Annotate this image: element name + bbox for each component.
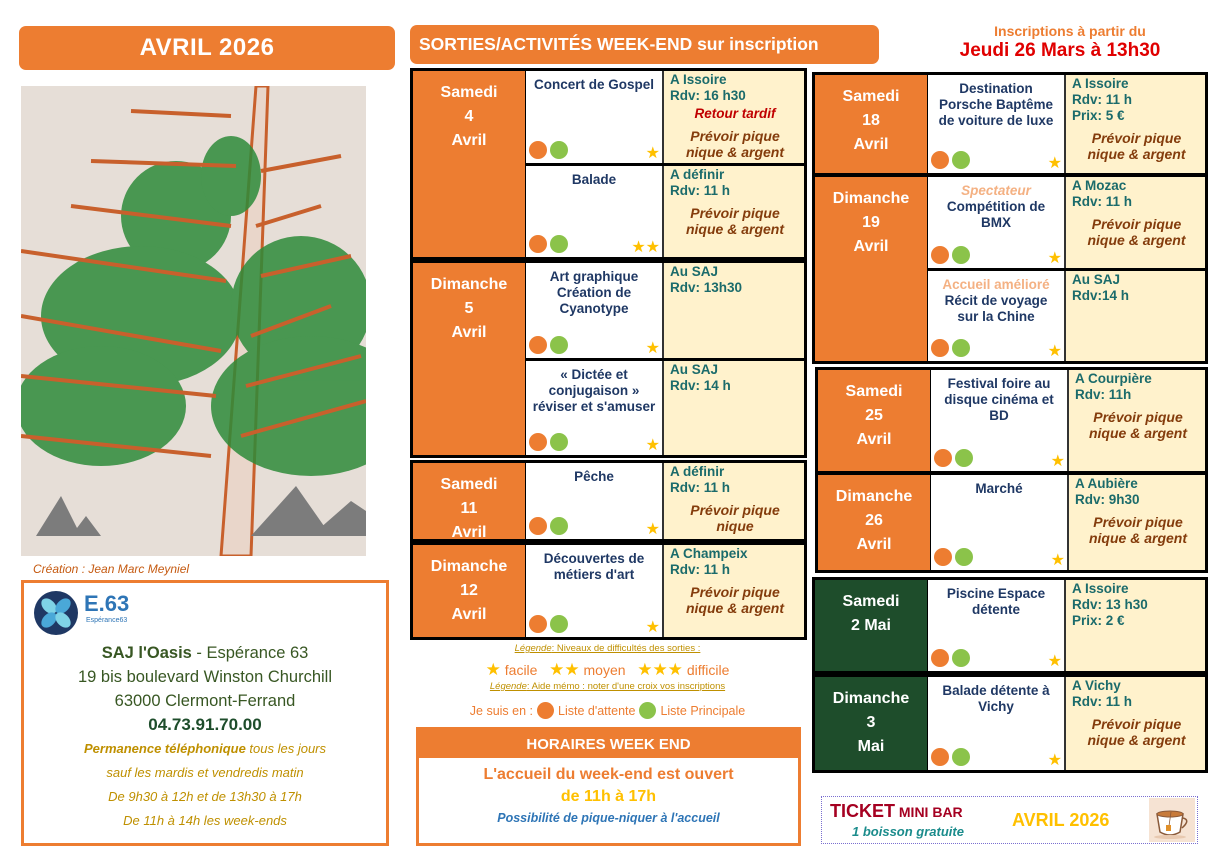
orange-dot-icon — [537, 702, 554, 719]
activity-cell — [928, 677, 1066, 770]
day-block — [410, 460, 807, 542]
activity-row — [526, 263, 804, 358]
activity-place: A Courpière — [1075, 371, 1152, 386]
activity-rdv: Rdv: 13 h30 — [1072, 597, 1148, 612]
logo-flower-icon — [34, 591, 78, 635]
legend-label: Légende — [514, 643, 552, 654]
activity-title: Récit de voyage sur la Chine — [944, 292, 1048, 324]
difficulty-stars-icon: ★ — [1047, 653, 1062, 670]
activity-title: Concert de Gospel — [533, 77, 655, 92]
legend-hard: difficile — [686, 662, 730, 678]
activity-title: Marché — [975, 481, 1023, 496]
activity-cell — [526, 545, 664, 637]
difficulty-stars-icon: ★ — [645, 619, 660, 636]
difficulty-stars-icon: ★ — [1050, 453, 1065, 470]
legend-memo — [410, 681, 805, 692]
two-stars-icon: ★★ — [549, 660, 580, 679]
section-title-banner: SORTIES/ACTIVITÉS WEEK-END sur inscription — [410, 25, 879, 64]
day-block — [812, 577, 1208, 674]
activity-note: Prévoir pique nique & argent — [1087, 716, 1186, 748]
activity-rdv: Rdv: 11 h — [670, 480, 731, 495]
activity-row — [526, 163, 804, 258]
main-list-dot-icon[interactable] — [952, 748, 970, 766]
day-day: Samedi — [440, 476, 498, 493]
activity-price: Prix: 2 € — [1072, 613, 1125, 628]
difficulty-stars-icon: ★★ — [631, 239, 660, 256]
org-name-rest: - Espérance 63 — [191, 644, 309, 662]
activity-rdv: Rdv:14 h — [1072, 287, 1130, 303]
activity-rdv: Rdv: 11 h — [1072, 92, 1133, 107]
activity-cell — [526, 71, 664, 163]
main-list-dot-icon[interactable] — [952, 151, 970, 169]
activity-title: « Dictée et conjugaison » réviser et s'amuser — [532, 366, 656, 414]
day-label — [815, 677, 928, 770]
legend-difficulty-levels — [410, 660, 805, 680]
main-list-dot-icon[interactable] — [955, 548, 973, 566]
signup-checkboxes — [931, 246, 970, 264]
waiting-list-dot-icon[interactable] — [529, 433, 547, 451]
activity-place: Au SAJ — [670, 361, 719, 377]
day-day: Dimanche — [430, 558, 508, 575]
main-list-dot-icon[interactable] — [550, 235, 568, 253]
activity-place: A Issoire — [1072, 76, 1129, 91]
activity-info — [664, 263, 804, 358]
phone-hours-bold: Permanence téléphonique — [83, 741, 246, 756]
activity-row — [526, 358, 804, 456]
weekend-hours-line-3: Possibilité de pique-niquer à l'accueil — [497, 811, 720, 825]
day-block — [812, 174, 1208, 364]
day-month: Mai — [857, 738, 885, 755]
main-list-dot-icon[interactable] — [952, 246, 970, 264]
weekend-hours-line-2: de 11h à 17h — [560, 788, 657, 805]
activity-note: Prévoir pique nique & argent — [685, 128, 784, 160]
waiting-list-dot-icon[interactable] — [934, 548, 952, 566]
waiting-list-dot-icon[interactable] — [529, 517, 547, 535]
activity-info — [664, 463, 804, 539]
activity-info — [1066, 75, 1205, 173]
activity-cell — [928, 177, 1066, 268]
day-label — [815, 75, 928, 173]
difficulty-stars-icon: ★ — [645, 437, 660, 454]
legend-waiting-list: Liste d'attente — [558, 703, 636, 718]
signup-checkboxes — [931, 339, 970, 357]
legend-memo-text: : Aide mémo : noter d'une croix vos inscriptions — [526, 681, 726, 692]
day-month: Avril — [451, 606, 487, 623]
inscriptions-date: Jeudi 26 Mars à 13h30 — [959, 40, 1161, 61]
waiting-list-dot-icon[interactable] — [931, 246, 949, 264]
day-day: Dimanche — [430, 276, 508, 293]
activity-info — [664, 545, 804, 637]
activity-note: Prévoir pique nique & argent — [1088, 514, 1187, 546]
day-month: Avril — [856, 536, 892, 553]
waiting-list-dot-icon[interactable] — [529, 235, 547, 253]
day-label — [815, 580, 928, 671]
activity-info — [1069, 370, 1205, 471]
activity-prefix: Accueil amélioré — [942, 276, 1050, 292]
activity-info — [1069, 475, 1205, 570]
day-day: Dimanche — [835, 488, 913, 505]
day-num: 2 Mai — [850, 617, 891, 634]
activity-title: Découvertes de métiers d'art — [543, 551, 645, 582]
activity-title: Destination Porsche Baptême de voiture de luxe — [938, 81, 1054, 128]
signup-checkboxes — [529, 336, 568, 354]
difficulty-stars-icon: ★ — [1047, 249, 1062, 267]
signup-checkboxes — [529, 517, 568, 535]
activity-place: A Champeix — [670, 546, 748, 561]
difficulty-stars-icon: ★ — [1047, 343, 1062, 360]
org-name-bold: SAJ l'Oasis — [101, 644, 192, 662]
day-block — [815, 472, 1208, 573]
day-num: 11 — [460, 500, 478, 517]
main-list-dot-icon[interactable] — [550, 336, 568, 354]
activity-title: Pêche — [574, 469, 614, 484]
activity-rdv: Rdv: 9h30 — [1075, 492, 1140, 507]
day-month: Avril — [451, 324, 487, 341]
phone-hours-3: De 9h30 à 12h et de 13h30 à 17h — [108, 789, 302, 804]
inscriptions-label: Inscriptions à partir du — [994, 23, 1146, 39]
activity-prefix: Spectateur — [961, 183, 1031, 198]
activity-title: Balade — [571, 171, 617, 187]
activity-cell — [928, 580, 1066, 671]
ticket-subtitle: 1 boisson gratuite — [852, 824, 964, 839]
activity-rdv: Rdv: 11 h — [670, 182, 731, 198]
activity-row — [931, 475, 1205, 570]
activity-place: A définir — [670, 166, 725, 182]
day-label — [413, 71, 526, 257]
waiting-list-dot-icon[interactable] — [529, 615, 547, 633]
activity-cell — [931, 475, 1069, 570]
signup-checkboxes — [529, 141, 568, 159]
day-block — [410, 542, 807, 640]
main-list-dot-icon[interactable] — [550, 141, 568, 159]
ticket-title-big: TICKET — [830, 801, 895, 821]
activity-place: A Vichy — [1072, 678, 1121, 693]
day-num: 18 — [862, 112, 880, 129]
signup-checkboxes — [934, 548, 973, 566]
org-name — [24, 641, 386, 665]
main-list-dot-icon[interactable] — [955, 449, 973, 467]
waiting-list-dot-icon[interactable] — [931, 339, 949, 357]
difficulty-stars-icon: ★ — [645, 521, 660, 538]
phone-hours-4: De 11h à 14h les week-ends — [123, 813, 287, 828]
day-label — [413, 263, 526, 455]
logo-text: E.63 — [84, 591, 130, 616]
activity-place: A Issoire — [670, 72, 727, 87]
activity-place: A définir — [670, 464, 725, 479]
day-day: Dimanche — [832, 190, 910, 207]
difficulty-stars-icon: ★ — [1047, 155, 1062, 172]
activity-note: Prévoir pique nique & argent — [685, 584, 784, 616]
artwork-credit: Création : Jean Marc Meyniel — [33, 562, 190, 576]
main-list-dot-icon[interactable] — [550, 615, 568, 633]
activity-row — [526, 545, 804, 637]
activity-cell — [526, 263, 664, 358]
day-month: Avril — [853, 136, 889, 153]
day-day: Dimanche — [832, 690, 910, 707]
legend-memo-label: Légende — [489, 681, 527, 692]
activity-cell — [526, 166, 664, 258]
activity-title: Art graphique Création de Cyanotype — [549, 269, 639, 316]
activity-info — [1066, 580, 1205, 671]
waiting-list-dot-icon[interactable] — [931, 151, 949, 169]
activity-note: Prévoir pique nique & argent — [1088, 409, 1187, 441]
address-line-1: 19 bis boulevard Winston Churchill — [77, 668, 333, 686]
day-month: Avril — [451, 132, 487, 149]
activity-rdv: Rdv: 11h — [1075, 387, 1132, 402]
difficulty-stars-icon: ★ — [645, 144, 660, 162]
activity-info — [1066, 177, 1205, 268]
day-num: 26 — [865, 512, 883, 529]
difficulty-stars-icon: ★ — [1050, 552, 1065, 569]
activity-info — [664, 361, 804, 456]
activity-price: Prix: 5 € — [1072, 108, 1125, 123]
day-month: Avril — [451, 524, 487, 541]
signup-checkboxes — [931, 649, 970, 667]
day-month: Avril — [853, 238, 889, 255]
month-banner: AVRIL 2026 — [19, 26, 395, 70]
activity-rdv: Rdv: 14 h — [670, 377, 731, 393]
day-block — [812, 72, 1208, 176]
day-day: Samedi — [842, 593, 900, 610]
day-label — [818, 475, 931, 570]
signup-checkboxes — [931, 748, 970, 766]
main-list-dot-icon[interactable] — [550, 433, 568, 451]
activity-row — [928, 268, 1205, 362]
activity-note: Prévoir pique nique & argent — [685, 204, 784, 237]
signup-checkboxes — [529, 433, 568, 451]
waiting-list-dot-icon[interactable] — [931, 649, 949, 667]
activity-info — [1066, 677, 1205, 770]
activity-late-return: Retour tardif — [694, 106, 776, 121]
day-label — [413, 463, 526, 539]
activity-row — [526, 463, 804, 539]
phone-hours-2: sauf les mardis et vendredis matin — [106, 765, 304, 780]
activity-row — [928, 75, 1205, 173]
phone-hours-1 — [24, 737, 386, 761]
day-num: 5 — [464, 300, 474, 317]
main-list-dot-icon[interactable] — [952, 339, 970, 357]
legend-je-suis: Je suis en : — [469, 703, 533, 718]
address-line-2: 63000 Clermont-Ferrand — [114, 692, 296, 710]
ticket-title — [830, 801, 963, 822]
ticket-title-small: MINI BAR — [895, 804, 963, 820]
day-month: Avril — [856, 431, 892, 448]
main-list-dot-icon[interactable] — [550, 517, 568, 535]
legend-easy: facile — [504, 662, 538, 678]
day-label — [818, 370, 931, 471]
activity-title: Piscine Espace détente — [946, 586, 1046, 617]
tree-drawing-illustration — [21, 86, 366, 556]
day-label — [413, 545, 526, 637]
ticket-month: AVRIL 2026 — [1012, 810, 1110, 830]
activity-info — [664, 166, 804, 258]
waiting-list-dot-icon[interactable] — [934, 449, 952, 467]
activity-place: Au SAJ — [670, 264, 719, 279]
day-day: Samedi — [845, 383, 903, 400]
day-block — [815, 367, 1208, 474]
day-label — [815, 177, 928, 361]
activity-title: Festival foire au disque cinéma et BD — [944, 376, 1054, 423]
activity-row — [928, 677, 1205, 770]
legend-difficulty-title — [410, 643, 805, 654]
signup-checkboxes — [529, 615, 568, 633]
difficulty-stars-icon: ★ — [645, 339, 660, 357]
activity-cell — [526, 463, 664, 539]
legend-title-text: : Niveaux de difficultés des sorties : — [551, 643, 701, 654]
day-block — [410, 68, 807, 260]
activity-info — [1066, 271, 1205, 362]
day-num: 25 — [865, 407, 883, 424]
three-stars-icon: ★★★ — [637, 660, 683, 679]
waiting-list-dot-icon[interactable] — [529, 141, 547, 159]
main-list-dot-icon[interactable] — [952, 649, 970, 667]
star-icon: ★ — [485, 660, 501, 679]
activity-row — [928, 177, 1205, 268]
activity-place: A Aubière — [1075, 476, 1138, 491]
activity-cell — [526, 361, 664, 456]
activity-title: Compétition de BMX — [946, 199, 1046, 230]
waiting-list-dot-icon[interactable] — [529, 336, 547, 354]
activity-rdv: Rdv: 13h30 — [670, 280, 743, 295]
activity-title: Balade détente à Vichy — [942, 683, 1050, 714]
activity-cell — [931, 370, 1069, 471]
weekend-hours-box — [416, 727, 801, 846]
mini-bar-ticket — [821, 796, 1198, 844]
activity-cell — [928, 75, 1066, 173]
activity-rdv: Rdv: 11 h — [670, 562, 731, 577]
phone-number[interactable]: 04.73.91.70.00 — [148, 715, 262, 734]
activity-row — [526, 71, 804, 163]
activity-place: A Issoire — [1072, 581, 1129, 596]
waiting-list-dot-icon[interactable] — [931, 748, 949, 766]
day-day: Samedi — [440, 84, 498, 101]
legend-lists — [410, 702, 805, 719]
day-num: 19 — [862, 214, 880, 231]
day-num: 4 — [464, 108, 474, 125]
legend-main-list: Liste Principale — [660, 703, 746, 718]
day-block — [410, 260, 807, 458]
signup-checkboxes — [934, 449, 973, 467]
phone-hours-rest: tous les jours — [245, 741, 327, 756]
tea-cup-icon — [1149, 798, 1195, 842]
day-num: 12 — [460, 582, 478, 599]
activity-info — [664, 71, 804, 163]
green-dot-icon — [639, 702, 656, 719]
activity-cell — [928, 271, 1066, 362]
activity-place: A Mozac — [1072, 178, 1127, 193]
legend-medium: moyen — [583, 662, 626, 678]
signup-checkboxes — [529, 235, 568, 253]
weekend-hours-title: HORAIRES WEEK END — [419, 730, 798, 758]
logo-subtitle: Espérance63 — [86, 617, 128, 624]
activity-row — [928, 580, 1205, 671]
activity-place: Au SAJ — [1072, 271, 1121, 287]
activity-note: Prévoir pique nique & argent — [1087, 216, 1186, 248]
day-day: Samedi — [842, 88, 900, 105]
day-block — [812, 674, 1208, 773]
activity-rdv: Rdv: 16 h30 — [670, 88, 746, 103]
activity-rdv: Rdv: 11 h — [1072, 694, 1133, 709]
day-num: 3 — [866, 714, 876, 731]
weekend-hours-line-1: L'accueil du week-end est ouvert — [483, 766, 734, 783]
difficulty-stars-icon: ★ — [1047, 752, 1062, 769]
activity-rdv: Rdv: 11 h — [1072, 194, 1133, 209]
activity-note: Prévoir pique nique — [690, 502, 780, 534]
contact-box — [21, 580, 389, 846]
activity-row — [931, 370, 1205, 471]
activity-note: Prévoir pique nique & argent — [1087, 130, 1186, 162]
tree-drawing-artwork — [21, 86, 366, 556]
signup-checkboxes — [931, 151, 970, 169]
